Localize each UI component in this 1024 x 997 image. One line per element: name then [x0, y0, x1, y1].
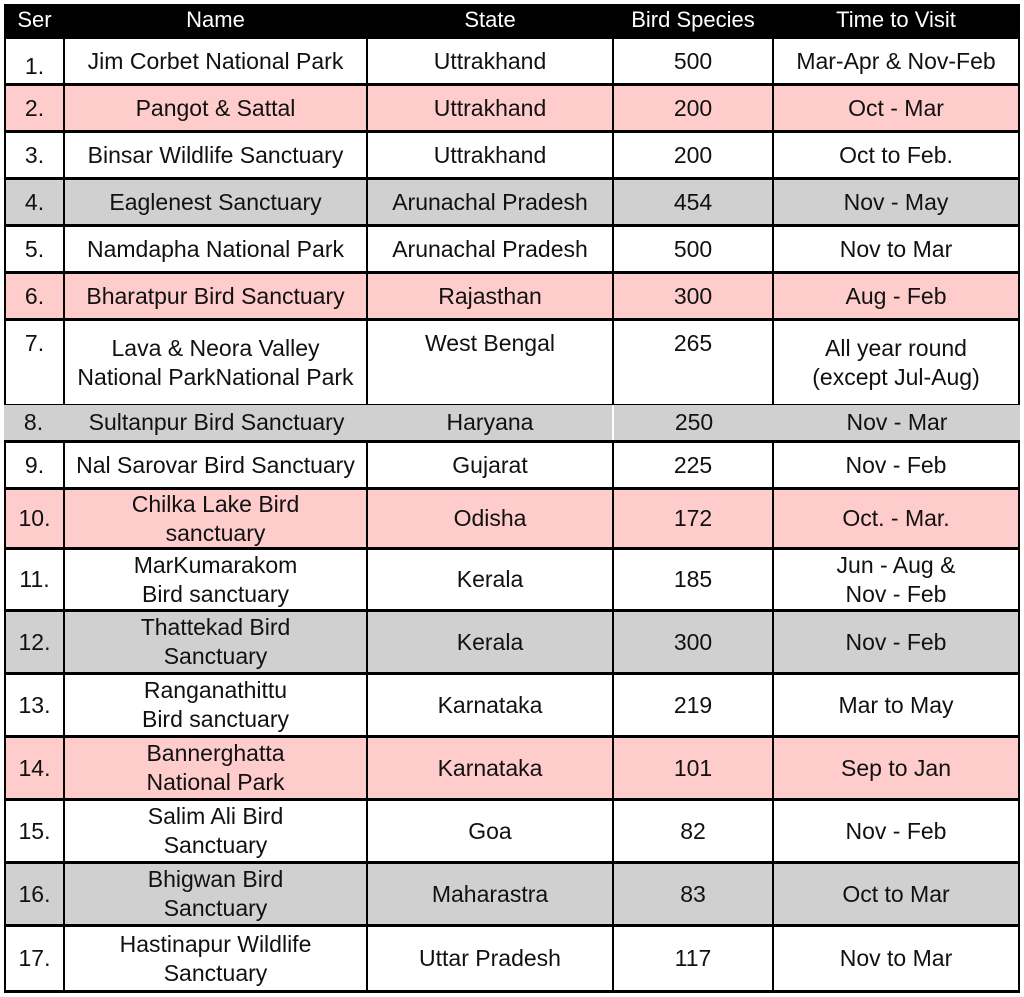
- time-cell: [774, 274, 1018, 318]
- cell-text: 250: [674, 409, 714, 435]
- cell-text: Bird sanctuary: [141, 580, 289, 607]
- time-cell: [774, 490, 1018, 547]
- cell-text: Eaglenest Sanctuary: [109, 188, 322, 215]
- column-header-ser: [6, 4, 63, 35]
- name-cell: [65, 550, 366, 609]
- cell-text: Mar-Apr & Nov-Feb: [796, 47, 996, 74]
- state-cell: [368, 675, 612, 735]
- cell-text: Arunachal Pradesh: [392, 188, 588, 215]
- cell-text: Oct. - Mar.: [842, 505, 950, 531]
- cell-text: Hastinapur Wildlife: [119, 930, 312, 957]
- table-row: [4, 443, 1020, 487]
- cell-text: Time to Visit: [836, 7, 956, 32]
- cell-text: Bharatpur Bird Sanctuary: [86, 282, 345, 309]
- table-row: [4, 738, 1020, 798]
- table-row: [4, 227, 1020, 271]
- cell-text: Lava & Neora Valley: [111, 334, 320, 361]
- state-cell: [368, 274, 612, 318]
- ser-cell: [6, 612, 63, 672]
- cell-text: Uttrakhand: [433, 141, 547, 168]
- cell-text: 225: [673, 451, 713, 478]
- name-cell: [65, 39, 366, 83]
- cell-text: Goa: [468, 817, 512, 844]
- species-cell: [614, 86, 772, 130]
- ser-cell: [6, 39, 63, 83]
- cell-text: Kerala: [456, 566, 524, 592]
- cell-text: MarKumarakom: [133, 551, 298, 578]
- cell-text: National ParkNational Park: [77, 363, 354, 390]
- time-cell: [774, 180, 1018, 224]
- name-cell: [65, 801, 366, 861]
- cell-text: sanctuary: [165, 519, 266, 546]
- cell-text: Bhigwan Bird: [147, 866, 284, 892]
- cell-text: Odisha: [453, 505, 527, 531]
- state-cell: [368, 550, 612, 609]
- cell-text: Chilka Lake Bird: [131, 490, 300, 517]
- table-row: [4, 180, 1020, 224]
- species-cell: [614, 180, 772, 224]
- ser-cell: [6, 227, 63, 271]
- table-row: [4, 39, 1020, 83]
- cell-text: Nov to Mar: [839, 235, 953, 262]
- ser-cell: [6, 490, 63, 547]
- cell-text: Sep to Jan: [841, 754, 951, 781]
- ser-cell: [6, 86, 63, 130]
- cell-text: Nov to Mar: [839, 945, 953, 971]
- cell-text: Nal Sarovar Bird Sanctuary: [76, 451, 355, 478]
- cell-text: 500: [673, 235, 713, 262]
- cell-text: 219: [673, 691, 713, 718]
- name-cell: [65, 405, 368, 440]
- cell-text: Bird Species: [631, 7, 755, 32]
- cell-text: Oct - Mar: [848, 94, 944, 121]
- name-cell: [65, 612, 366, 672]
- ser-cell: [6, 443, 63, 487]
- cell-text: 8.: [23, 409, 44, 435]
- table-row: [4, 801, 1020, 861]
- species-cell: [614, 801, 772, 861]
- ser-cell: [6, 321, 63, 404]
- cell-text: Oct to Mar: [842, 880, 950, 907]
- state-cell: [368, 227, 612, 271]
- species-cell: [614, 675, 772, 735]
- ser-cell: [6, 675, 63, 735]
- cell-text: 16.: [18, 880, 51, 907]
- cell-text: 3.: [24, 141, 45, 168]
- ser-cell: [6, 801, 63, 861]
- cell-text: National Park: [146, 769, 285, 795]
- species-cell: [614, 490, 772, 547]
- name-cell: [65, 180, 366, 224]
- species-cell: [614, 227, 772, 271]
- cell-text: Mar to May: [838, 691, 954, 718]
- state-cell: [368, 443, 612, 487]
- cell-text: Nov - Feb: [845, 817, 947, 844]
- time-cell: [774, 864, 1018, 924]
- cell-text: Sanctuary: [163, 832, 268, 858]
- cell-text: Uttar Pradesh: [419, 945, 561, 971]
- cell-text: Jun - Aug &: [836, 551, 956, 578]
- cell-text: Name: [186, 7, 245, 32]
- state-cell: [368, 927, 612, 990]
- time-cell: [774, 801, 1018, 861]
- name-cell: [65, 738, 366, 798]
- cell-text: Thattekad Bird: [140, 614, 291, 640]
- time-cell: [774, 321, 1018, 404]
- time-cell: [774, 133, 1018, 177]
- column-header-state: [368, 4, 612, 35]
- column-header-species: [614, 4, 772, 35]
- cell-text: Bird sanctuary: [141, 706, 289, 732]
- cell-text: Karnataka: [437, 691, 543, 718]
- time-cell: [774, 612, 1018, 672]
- cell-text: Nov - Mar: [846, 409, 948, 435]
- cell-text: Oct to Feb.: [839, 141, 953, 168]
- name-cell: [65, 443, 366, 487]
- cell-text: 6.: [24, 282, 45, 309]
- time-cell: [774, 550, 1018, 609]
- cell-text: 300: [673, 628, 713, 655]
- cell-text: 200: [673, 94, 713, 121]
- species-cell: [614, 133, 772, 177]
- cell-text: Nov - Feb: [845, 451, 947, 478]
- species-cell: [614, 864, 772, 924]
- table-row: [4, 550, 1020, 609]
- cell-text: 11.: [19, 566, 50, 592]
- state-cell: [368, 612, 612, 672]
- cell-text: West Bengal: [425, 330, 555, 356]
- name-cell: [65, 86, 366, 130]
- table-row: [4, 490, 1020, 547]
- cell-text: 83: [680, 880, 706, 907]
- time-cell: [774, 675, 1018, 735]
- cell-text: 117: [674, 945, 712, 971]
- name-cell: [65, 133, 366, 177]
- cell-text: Sanctuary: [163, 959, 268, 986]
- state-cell: [368, 490, 612, 547]
- table-row: [4, 927, 1020, 990]
- species-cell: [614, 550, 772, 609]
- ser-cell: [6, 864, 63, 924]
- state-cell: [368, 133, 612, 177]
- cell-text: 454: [673, 188, 713, 215]
- name-cell: [65, 227, 366, 271]
- name-cell: [65, 274, 366, 318]
- state-cell: [368, 864, 612, 924]
- cell-text: Sultanpur Bird Sanctuary: [88, 409, 345, 435]
- cell-text: 9.: [24, 451, 45, 478]
- table-row: [4, 274, 1020, 318]
- cell-text: Pangot & Sattal: [135, 94, 296, 121]
- time-cell: [774, 405, 1020, 440]
- species-cell: [614, 927, 772, 990]
- cell-text: Binsar Wildlife Sanctuary: [87, 141, 344, 168]
- cell-text: 15.: [18, 817, 51, 844]
- ser-cell: [6, 550, 63, 609]
- time-cell: [774, 39, 1018, 83]
- cell-text: Rajasthan: [438, 282, 542, 309]
- cell-text: 101: [673, 754, 713, 781]
- cell-text: Bannerghatta: [146, 740, 285, 766]
- species-cell: [614, 612, 772, 672]
- cell-text: 10.: [18, 505, 51, 531]
- cell-text: Salim Ali Bird: [147, 803, 284, 829]
- cell-text: Namdapha National Park: [87, 235, 344, 262]
- cell-text: Haryana: [446, 409, 534, 435]
- cell-text: Sanctuary: [163, 895, 268, 921]
- name-cell: [65, 321, 366, 404]
- species-cell: [614, 39, 772, 83]
- cell-text: State: [464, 7, 516, 32]
- bird-sanctuary-table: [4, 4, 1020, 993]
- name-cell: [65, 927, 366, 990]
- state-cell: [368, 180, 612, 224]
- name-cell: [65, 675, 366, 735]
- time-cell: [774, 86, 1018, 130]
- column-divider: [612, 405, 614, 440]
- table-row: [4, 675, 1020, 735]
- column-header-name: [65, 4, 366, 35]
- cell-text: Maharastra: [431, 880, 549, 907]
- state-cell: [368, 86, 612, 130]
- cell-text: Jim Corbet National Park: [87, 47, 344, 74]
- name-cell: [65, 864, 366, 924]
- ser-cell: [6, 927, 63, 990]
- cell-text: Ser: [17, 7, 52, 32]
- cell-text: (except Jul-Aug): [812, 363, 980, 390]
- cell-text: Nov - May: [843, 188, 949, 215]
- table-row: [4, 321, 1020, 404]
- cell-text: Aug - Feb: [845, 282, 947, 309]
- cell-text: 4.: [24, 188, 45, 215]
- time-cell: [774, 927, 1018, 990]
- cell-text: All year round: [825, 334, 967, 361]
- time-cell: [774, 227, 1018, 271]
- cell-text: Ranganathittu: [143, 677, 288, 703]
- table-row: [4, 864, 1020, 924]
- name-cell: [65, 490, 366, 547]
- ser-cell: [4, 405, 63, 440]
- cell-text: Uttrakhand: [433, 94, 547, 121]
- cell-text: 14.: [18, 754, 51, 781]
- state-cell: [368, 738, 612, 798]
- cell-text: 82: [680, 817, 706, 844]
- species-cell: [614, 443, 772, 487]
- cell-text: Karnataka: [437, 754, 543, 781]
- cell-text: 13.: [18, 691, 51, 718]
- cell-text: 7.: [24, 330, 45, 356]
- state-cell: [368, 405, 612, 440]
- table-row: [4, 86, 1020, 130]
- table-row: [4, 405, 1020, 440]
- cell-text: Uttrakhand: [433, 47, 547, 74]
- cell-text: 300: [673, 282, 713, 309]
- cell-text: 185: [673, 566, 713, 592]
- cell-text: 2.: [24, 94, 45, 121]
- ser-cell: [6, 133, 63, 177]
- cell-text: 12.: [18, 628, 51, 655]
- ser-cell: [6, 274, 63, 318]
- cell-text: 265: [673, 330, 713, 356]
- cell-text: 200: [673, 141, 713, 168]
- state-cell: [368, 39, 612, 83]
- cell-text: 500: [673, 47, 713, 74]
- species-cell: [614, 274, 772, 318]
- ser-cell: [6, 180, 63, 224]
- species-cell: [614, 405, 774, 440]
- species-cell: [614, 738, 772, 798]
- cell-text: Arunachal Pradesh: [392, 235, 588, 262]
- time-cell: [774, 738, 1018, 798]
- table-row: [4, 133, 1020, 177]
- species-cell: [614, 321, 772, 404]
- time-cell: [774, 443, 1018, 487]
- column-header-time: [774, 4, 1018, 35]
- cell-text: 1.: [24, 53, 45, 79]
- cell-text: 5.: [24, 235, 45, 262]
- cell-text: Gujarat: [452, 451, 528, 478]
- cell-text: Nov - Feb: [845, 580, 947, 607]
- cell-text: 172: [673, 505, 713, 531]
- state-cell: [368, 801, 612, 861]
- table-row: [4, 612, 1020, 672]
- cell-text: Kerala: [456, 628, 524, 655]
- state-cell: [368, 321, 612, 404]
- ser-cell: [6, 738, 63, 798]
- cell-text: Nov - Feb: [845, 628, 947, 655]
- cell-text: Sanctuary: [163, 643, 268, 669]
- cell-text: 17.: [18, 945, 51, 971]
- header-row: [4, 4, 1020, 35]
